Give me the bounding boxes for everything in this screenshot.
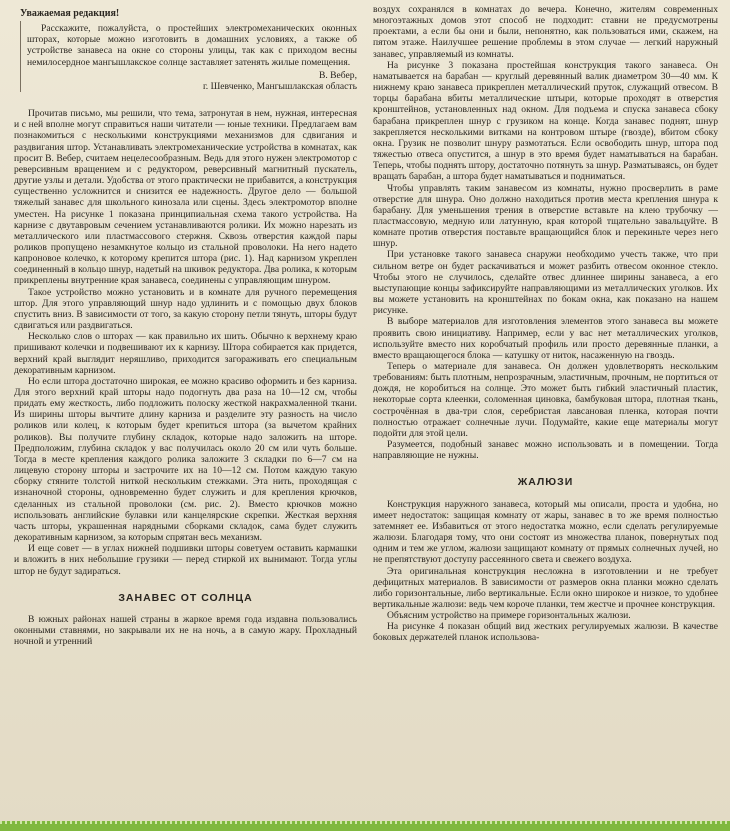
letter-body: Расскажите, пожалуйста, о простейших электромеханических оконных шторах, которые можно изготовить в домашних условиях, а также об устройстве занавеса на окне со стороны улицы, так как с приходом весны немилосердное мангышлакское солнце заставляет затенять жилые помещения. — [27, 23, 357, 68]
letter-greeting: Уважаемая редакция! — [20, 8, 120, 19]
paragraph: Чтобы управлять таким занавесом из комнаты, нужно просверлить в раме отверстие для шнура. Оно должно находиться против места крепления шнура к барабану. Для уменьшения трения в отверстие вставьте на клею трубочку — пластмассовую, медную или латунную, края которой тщательно завальцуйте. В комнате против отверстия поставьте вращающийся блок и перекиньте через него шнур. — [373, 182, 718, 250]
paragraph: На рисунке 4 показан общий вид жестких регулируемых жалюзи. В качестве боковых держателей планок использова- — [373, 621, 718, 644]
paragraph: Но если штора достаточно широкая, ее можно красиво оформить и без карниза. Для этого верхний край шторы надо подогнуть два раза на 10—12 см, чтобы придать ему жесткость, либо подложить полоску жесткой накрахмаленной ткани. Из ширины шторы вычтите длину карниза и разделите эту разность на число роликов или колец, к которым будет крепиться штора (за вычетом крайних роликов). Вы получите глубину складок, которые надо заложить на шторе. Предположим, глубина складок у вас получилась около 20 см или чуть больше. Тогда в месте крепления каждого ролика заложите 3 складки по 6—7 см на лицевую сторону шторы и застрочите их на 10—12 см. Потом каждую такую сборку стяните толстой ниткой нескольким стежками. Эта нить, проходящая с изнаночной стороны, одновременно будет служить и для крепления крючков, сделанных из стальной проволоки (см. рис. 2). Вместо крючков можно использовать английские булавки или канцелярские скрепки. Жесткая верхняя часть шторы, украшенная нарядными сборками складок, сама будет служить декоративным карнизом, за которым спрятан весь механизм. — [14, 375, 357, 544]
section-heading-blinds: ЖАЛЮЗИ — [517, 476, 574, 489]
paragraph: Объясним устройство на примере горизонтальных жалюзи. — [387, 610, 631, 622]
paragraph: Теперь о материале для занавеса. Он должен удовлетворять нескольким требованиям: быть плотным, непрозрачным, эластичным, прочным, не портиться от дождя, не коробиться на солнце. Это может быть гибкий эластичный пластик, некоторые сорта клеенки, соломенная циновка, бамбуковая штора, плотная ткань, сострочённая в два-три слоя, серебристая лавсановая пленка, которая почти полностью отражает солнечные лучи. Подумайте, какие еще материалы могут подойти для этой цели. — [373, 361, 718, 439]
section-heading-sun-curtain: ЗАНАВЕС ОТ СОЛНЦА — [118, 591, 253, 604]
reader-letter — [20, 21, 357, 92]
paragraph: Прочитав письмо, мы решили, что тема, затронутая в нем, нужная, интересная и с ней вполне могут справиться наши читатели — юные техники. Предлагаем вам познакомиться с несколькими конструкциями механизмов для сдвигания и раздвигания штор. Устанавливать электромеханические устройства в комнатах, как просит В. Вебер, считаем нецелесообразным. Ведь для этого нужен электромотор с реверсивным вращением и с редуктором, реверсивный магнитный пускатель, другие узлы и детали. Удобства от этого практически не прибавится, а конструкция существенно усложнится и снизится ее надежность. Другое дело — большой тяжелый занавес для школьного кинозала или сцены. Здесь электромотор вполне уместен. На рисунке 1 показана принципиальная схема такого устройства. На карнизе с двутавровым сечением устанавливаются ролики. Их можно нарезать из металлического или пластмассового стержня. Сквозь отверстия каждой пары роликов пропущено незамкнутое кольцо из стальной проволоки. На него надето капроновое колечко, к которому крепится штора (рис. 1). Над карнизом укреплен соединенный в кольцо шнур, надетый на шкивок редуктора. Два ролика, к которым прикреплены внутренние края занавеса, соединены с управляющим шнуром. — [14, 108, 357, 287]
signature-name: В. Вебер, — [318, 69, 357, 81]
letter-signature — [27, 70, 357, 92]
paragraph: Такое устройство можно установить и в комнате для ручного перемещения штор. Для этого управляющий шнур надо удлинить и с помощью двух блоков спустить вниз. В зависимости от того, за какую сторону петли тянуть, шторы будут сдвигаться или раздвигаться. — [14, 286, 357, 332]
paragraph: Конструкция наружного занавеса, который мы описали, проста и удобна, но имеет недостаток: защищая комнату от жары, занавес в то же время полностью затемняет ее. Избавиться от этого недостатка можно, если сделать регулируемые жалюзи. Благодаря тому, что они состоят из множества планок, повернутых под одним и тем же углом, жалюзи защищают комнату от прямых солнечных лучей, но не препятствуют доступу рассеянного света и свежего воздуха. — [373, 498, 718, 566]
right-column — [373, 4, 718, 644]
signature-place: г. Шевченко, Мангышлакская область — [202, 80, 357, 92]
paragraph: В выборе материалов для изготовления элементов этого занавеса вы можете проявить свою инициативу. Например, если у вас нет металлических уголков, используйте вместо них коробчатый профиль или просто деревянные планки, а вместо вращающегося блока — катушку от ниток, насаженную на гвоздь. — [373, 316, 718, 361]
paragraph: Разумеется, подобный занавес можно использовать и в помещении. Тогда направляющие не нужны. — [373, 439, 718, 462]
decorative-bottom-strip — [0, 821, 730, 831]
paragraph: При установке такого занавеса снаружи необходимо учесть также, что при сильном ветре он будет раскачиваться и может разбить отвесом оконное стекло. Чтобы этого не случилось, сделайте отвес длиннее ширины занавеса, а его выступающие концы зафиксируйте направляющими из металлических уголков. Их вы можете установить на кронштейнах по бокам окна, как показано на нашем рисунке. — [373, 249, 718, 317]
left-column — [14, 4, 357, 647]
paragraph: Несколько слов о шторах — как правильно их шить. Обычно к верхнему краю пришивают колечки и подвешивают их к карнизу. Штора собирается как придется, верхний край выглядит неряшливо, приходится загораживать его специальным декоративным карнизом. — [14, 331, 357, 376]
paragraph: На рисунке 3 показана простейшая конструкция такого занавеса. Он наматывается на барабан — круглый деревянный валик диаметром 30—40 мм. К нижнему краю занавеса прикреплен металлический пруток, служащий отвесом. В торцы барабана вбиты металлические штыри, которые проходят в отверстия кронштейнов, установленных над окном. Для подъема и спуска занавеса сбоку барабана прикреплен шнур с грузиком на конце. Когда занавес поднят, шнур закрепляется несколькими витками на контровом штыре (гвозде), вбитом сбоку окна. Грузик не позволит шнуру размотаться. Если освободить шнур, штора под тяжестью отвеса опустится, а шнур в это время будет наматываться на барабан. Теперь, чтобы поднять штору, достаточно потянуть за шнур. Разматываясь, он будет вращать барабан, а штора будет наматываться и подниматься. — [373, 59, 718, 183]
paragraph: В южных районах нашей страны в жаркое время года издавна пользовались оконными ставнями, но закрывали их не на ночь, а в самую жару. Прохладный ночной и утренний — [14, 613, 357, 648]
paragraph: воздух сохранялся в комнатах до вечера. Конечно, жителям современных многоэтажных домов этот способ не подходит: ставни не предусмотрены проектами, а если бы они и были, непонятно, как пользоваться ими, скажем, на пятом этаже. Наилучшее решение проблемы в этом случае — легкий наружный занавес, управляемый из комнаты. — [373, 4, 718, 60]
paragraph: И еще совет — в углах нижней подшивки шторы советуем оставить кармашки и вложить в них небольшие грузики — перед стиркой их вынимают. Тогда углы штор не будут задираться. — [14, 543, 357, 577]
paragraph: Эта оригинальная конструкция несложна в изготовлении и не требует дефицитных материалов. В зависимости от размеров окна планки можно сделать либо горизонтальные, либо вертикальные. Если окно широкое и низкое, то удобнее вертикальные жалюзи: ведь чем короче планки, тем жестче и прочнее конструкция. — [373, 565, 718, 610]
